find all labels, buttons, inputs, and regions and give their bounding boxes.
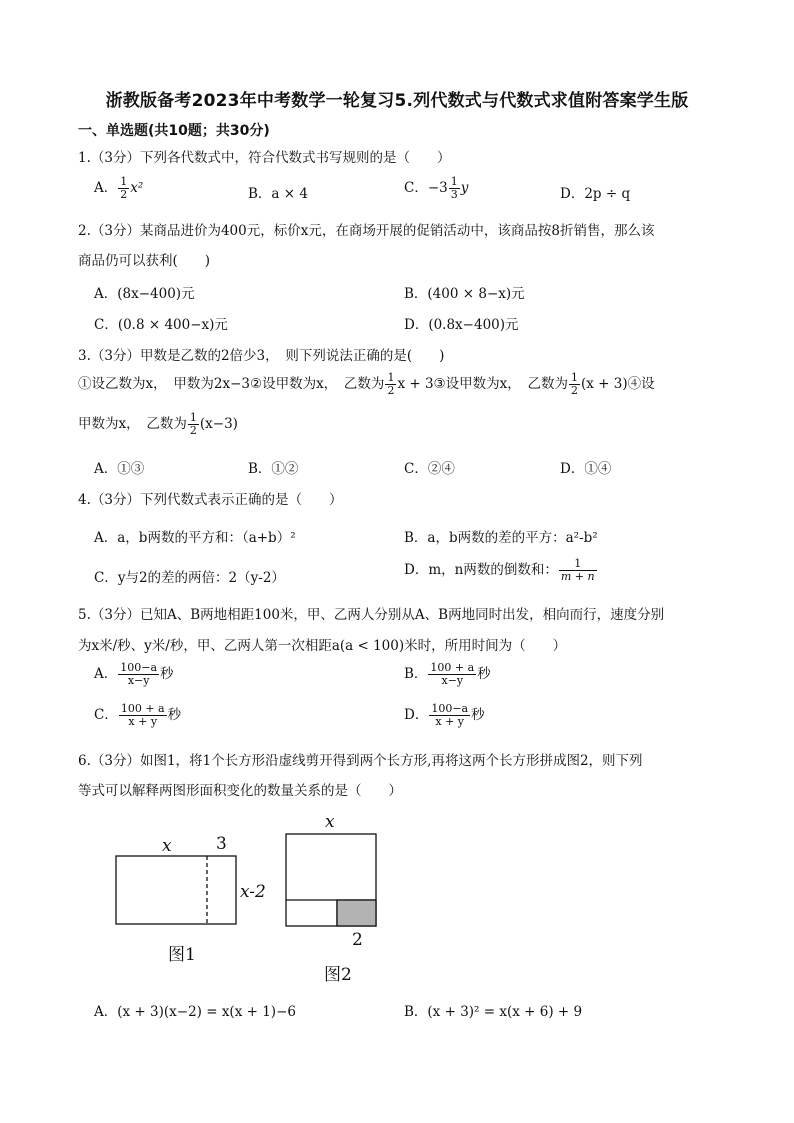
q1-c-den: 3 [450,188,458,202]
q3-l1a: ①设乙数为x， 甲数为2x−3②设甲数为x， 乙数为 [78,376,385,393]
fig1-label-side: x-2 [240,882,266,902]
q5-option-d[interactable] [404,703,485,728]
q3-half-2-num: 1 [571,371,578,384]
q5-c-label: C． [94,707,118,724]
q5-stem-line2: 为x米/秒、y米/秒，甲、乙两人第一次相距a(a < 100)米时，所用时间为（ ） [78,638,567,654]
q5-option-c[interactable] [94,703,181,728]
figure-1-rectangle [110,850,240,930]
q5-b-label: B． [404,666,428,683]
fig2-label-x: x [325,812,335,832]
fig1-outer-rect [116,856,236,924]
fig1-label-x: x [162,836,172,856]
fig2-caption: 图2 [324,965,352,985]
q1-a-fraction [118,176,129,201]
q5-c-num: 100 + a [120,702,165,715]
q3-statement-line1 [78,372,655,397]
q5-b-num: 100 + a [430,661,475,674]
q4-option-b[interactable]: B．a，b两数的差的平方：a²-b² [404,530,598,546]
q2-option-d[interactable]: D．(0.8x−400)元 [404,317,519,333]
q2-option-c[interactable]: C．(0.8 × 400−x)元 [94,317,228,333]
q3-half-3-num: 1 [189,411,197,424]
q1-c-label: C．−3 [404,180,448,197]
q3-half-3 [188,412,199,437]
q5-option-a[interactable] [94,662,174,687]
q1-a-den: 2 [120,188,128,202]
fig1-caption: 图1 [168,945,196,965]
q5-b-fraction [428,662,476,687]
q2-option-b[interactable]: B．(400 × 8−x)元 [404,286,525,302]
q5-d-unit: 秒 [471,707,485,724]
q3-option-a[interactable]: A．①③ [94,461,145,477]
q3-option-d[interactable]: D．①④ [560,461,612,477]
q3-l1b: x + 3③设甲数为x， 乙数为 [397,376,568,393]
q2-stem-line2: 商品仍可以获利( ) [78,253,211,269]
q6-option-b[interactable]: B．(x + 3)² = x(x + 6) + 9 [404,1004,583,1020]
q3-option-b[interactable]: B．①② [248,461,299,477]
q3-option-c[interactable]: C．②④ [404,461,455,477]
q5-d-label: D． [404,707,429,724]
q1-a-tail: x² [130,180,144,197]
q1-c-num: 1 [450,175,458,188]
q1-a-label: A． [94,180,118,197]
q5-d-den: x + y [435,715,465,729]
q5-a-fraction [118,662,159,687]
q4-d-num: 1 [559,558,597,571]
q4-option-c[interactable]: C．y与2的差的两倍：2（y-2） [94,570,285,586]
q5-c-fraction [119,703,167,728]
q1-option-c[interactable] [404,176,468,201]
q3-half-2-den: 2 [571,384,578,398]
q3-half-2 [569,372,580,397]
fig1-label-3: 3 [216,834,227,854]
q5-d-fraction [429,703,470,728]
q1-stem: 1.（3分）下列各代数式中，符合代数式书写规则的是（ ） [78,150,451,166]
q5-a-label: A． [94,666,118,683]
q5-b-den: x−y [441,674,464,688]
q5-c-unit: 秒 [167,707,182,724]
q5-a-den: x−y [127,674,150,688]
figure-2-rectangle [282,830,382,930]
q3-half-1-num: 1 [387,371,395,384]
fig2-label-2: 2 [352,930,363,950]
q3-stem: 3.（3分）甲数是乙数的2倍少3， 则下列说法正确的是( ) [78,348,445,364]
q1-a-num: 1 [120,175,128,188]
q4-d-den: m + n [560,570,595,584]
q5-a-num: 100−a [120,661,158,674]
q1-c-tail: y [460,180,469,197]
q5-a-unit: 秒 [160,666,174,683]
q4-d-fraction [559,558,597,583]
q5-stem-line1: 5.（3分）已知A、B两地相距100米，甲、乙两人分别从A、B两地同时出发，相向而行，速度分别 [78,607,665,623]
q6-stem-line1: 6.（3分）如图1，将1个长方形沿虚线剪开得到两个长方形,再将这两个长方形拼成图2，则下列 [78,753,643,769]
q3-l2a: 甲数为x， 乙数为 [78,416,187,433]
page-title: 浙教版备考2023年中考数学一轮复习5.列代数式与代数式求值附答案学生版 [105,91,689,111]
q2-option-a[interactable]: A．(8x−400)元 [94,286,195,302]
q5-c-den: x + y [128,715,158,729]
q3-statement-line2 [78,412,238,437]
q4-d-label: D．m，n两数的倒数和： [404,562,558,579]
q4-option-a[interactable]: A．a，b两数的平方和：（a+b）² [94,530,296,546]
q4-stem: 4.（3分）下列代数式表示正确的是（ ） [78,492,343,508]
q3-half-3-den: 2 [189,424,197,438]
q5-d-num: 100−a [431,702,469,715]
fig2-shaded-square [337,900,376,926]
q5-option-b[interactable] [404,662,491,687]
q2-stem-line1: 2.（3分）某商品进价为400元，标价x元，在商场开展的促销活动中，该商品按8折销售，那么该 [78,223,655,239]
q1-option-b[interactable]: B．a × 4 [248,186,308,202]
q1-option-d[interactable]: D．2p ÷ q [560,186,631,202]
q5-b-unit: 秒 [477,666,491,683]
q3-half-1 [385,372,396,397]
q6-option-a[interactable]: A．(x + 3)(x−2) = x(x + 1)−6 [94,1004,296,1020]
q1-option-a[interactable] [94,176,143,201]
q6-stem-line2: 等式可以解释两图形面积变化的数量关系的是（ ） [78,783,402,799]
q1-c-fraction [449,176,460,201]
section-heading: 一、单选题(共10题；共30分) [78,123,270,139]
q3-l2b: (x−3) [199,416,238,433]
q3-l1c: (x + 3)④设 [581,376,655,393]
q3-half-1-den: 2 [387,384,395,398]
q4-option-d[interactable] [404,558,598,583]
